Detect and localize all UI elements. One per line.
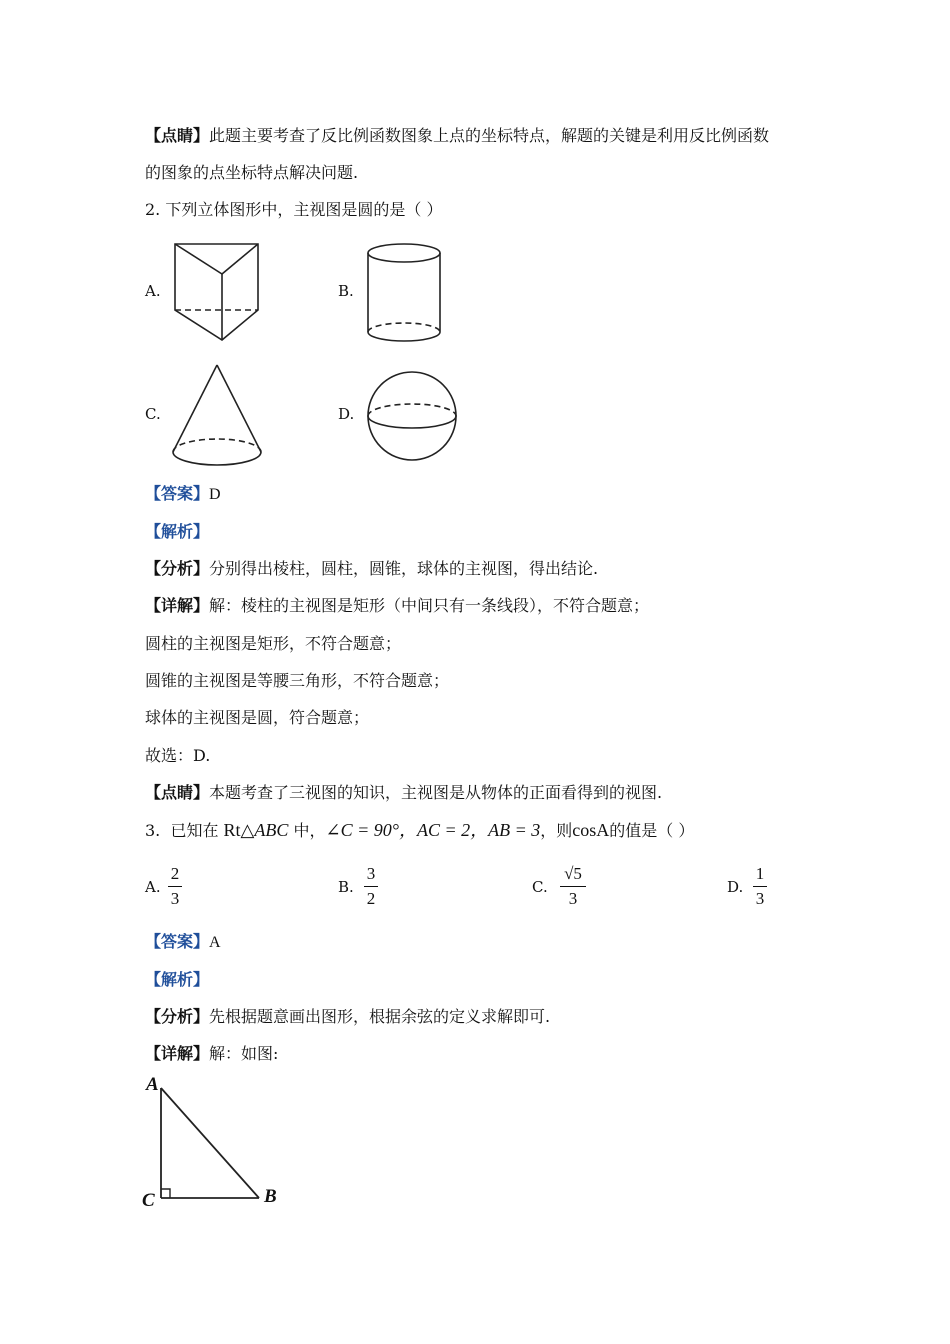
q2-option-c-label: C.: [145, 405, 161, 423]
q3-cond-angle: ∠C = 90°，: [325, 820, 417, 840]
fenxi-tag: 【分析】: [145, 559, 210, 578]
answer-value: A: [209, 934, 221, 951]
answer-value: D: [209, 486, 221, 503]
vertex-label-c: C: [142, 1190, 155, 1211]
q3-stem: [145, 820, 694, 841]
detail-tag: 【详解】: [145, 596, 210, 615]
fenxi-tag: 【分析】: [145, 1007, 210, 1026]
fenxi-text: 分别得出棱柱，圆柱，圆锥，球体的主视图，得出结论.: [209, 559, 599, 578]
q3-option-c-fraction: [560, 864, 586, 909]
q3-number: 3.: [145, 821, 161, 840]
answer-tag: 【答案】: [145, 484, 210, 503]
fraction-bar: [364, 886, 378, 887]
q3-text-1: 已知在: [170, 821, 219, 840]
q3-cond-ab: AB = 3: [488, 820, 541, 840]
vertex-label-a: A: [146, 1074, 159, 1095]
fraction-denominator: 3: [755, 889, 765, 908]
q3-cond-ac: AC = 2，: [416, 820, 489, 840]
q3-option-d-fraction: [753, 864, 767, 909]
sphere-figure: [366, 370, 460, 464]
q3-analysis-tag: [145, 970, 209, 990]
q3-answer-row: [145, 932, 221, 953]
q2-option-a-label: A.: [145, 282, 161, 300]
note-tag: 【点睛】: [145, 783, 210, 802]
q3-option-b-fraction: [364, 864, 378, 909]
fraction-denominator: 2: [366, 889, 376, 908]
q2-detail-line-3: 球体的主视图是圆，符合题意；: [145, 708, 370, 727]
fraction-denominator: 3: [170, 889, 180, 908]
q3-rt: Rt△: [223, 820, 255, 840]
q2-detail-row: [145, 596, 649, 616]
note-text: 本题考查了三视图的知识，主视图是从物体的正面看得到的视图.: [209, 783, 663, 802]
q2-analysis-tag: [145, 522, 209, 542]
q2-answer-row: [145, 484, 221, 505]
q3-abc: ABC: [254, 820, 289, 840]
q3-fenxi-row: [145, 1007, 550, 1027]
answer-tag: 【答案】: [145, 932, 210, 951]
cone-figure: [170, 362, 265, 468]
q3-text-4: 的值是（ ）: [609, 821, 695, 840]
q2-detail-line-1: 圆柱的主视图是矩形，不符合题意；: [145, 634, 402, 653]
detail-tag: 【详解】: [145, 1044, 210, 1063]
fraction-numerator: 3: [366, 864, 376, 883]
note-paragraph-1: [145, 126, 769, 146]
triangular-prism-figure: [170, 242, 265, 344]
q2-detail-line-2: 圆锥的主视图是等腰三角形，不符合题意；: [145, 671, 450, 690]
note-text-line1: 此题主要考查了反比例函数图象上点的坐标特点，解题的关键是利用反比例函数: [209, 126, 770, 145]
q3-text-3: ，则: [540, 821, 573, 840]
q2-note-row: [145, 783, 662, 803]
analysis-tag: 【解析】: [145, 970, 210, 989]
note-text-line2: 的图象的点坐标特点解决问题.: [145, 163, 359, 182]
detail-text: 解：如图:: [209, 1044, 279, 1063]
q3-option-a-label: A.: [145, 878, 161, 896]
q3-option-c-label: C.: [532, 878, 548, 896]
q2-detail-line-4: 故选：D.: [145, 746, 211, 765]
q3-detail-row: [145, 1044, 278, 1064]
fraction-bar: [753, 886, 767, 887]
analysis-tag: 【解析】: [145, 522, 210, 541]
q2-fenxi-row: [145, 559, 598, 579]
note-tag: 【点睛】: [145, 126, 210, 145]
fenxi-text: 先根据题意画出图形，根据余弦的定义求解即可.: [209, 1007, 551, 1026]
q3-option-b-label: B.: [338, 878, 354, 896]
q3-cos: cosA: [572, 820, 610, 840]
fraction-numerator: 1: [755, 864, 765, 883]
right-triangle-figure: [155, 1082, 265, 1204]
fraction-numerator: 2: [170, 864, 180, 883]
detail-text: 解：棱柱的主视图是矩形（中间只有一条线段），不符合题意；: [209, 596, 650, 615]
fraction-bar: [560, 886, 586, 887]
vertex-label-b: B: [264, 1186, 277, 1207]
q2-option-d-label: D.: [338, 405, 355, 423]
fraction-numerator: √5: [564, 864, 582, 883]
fraction-denominator: 3: [568, 889, 578, 908]
fraction-bar: [168, 886, 182, 887]
cylinder-figure: [366, 242, 446, 344]
q3-option-a-fraction: [168, 864, 182, 909]
q2-option-b-label: B.: [338, 282, 354, 300]
q3-text-2: 中，: [293, 821, 326, 840]
q3-option-d-label: D.: [727, 878, 744, 896]
q2-stem: 2. 下列立体图形中，主视图是圆的是（ ）: [145, 200, 443, 219]
